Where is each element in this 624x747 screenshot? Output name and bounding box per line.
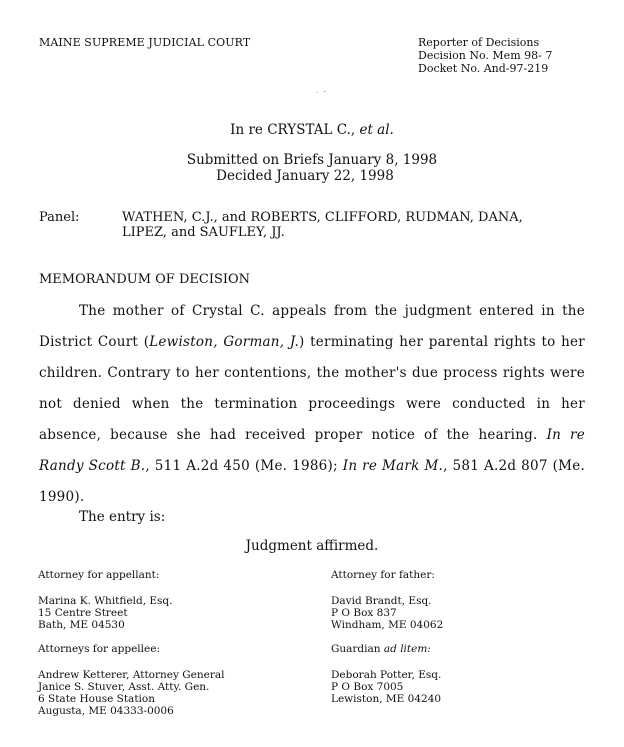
- attorney-name: Marina K. Whitfield, Esq.: [38, 595, 173, 607]
- reporter-info: [418, 36, 552, 75]
- docket-number: Docket No. And-97-219: [418, 62, 549, 75]
- attorney-name: David Brandt, Esq.: [331, 595, 432, 607]
- appellee-counsel: [38, 643, 308, 717]
- address-line: Augusta, ME 04333-0006: [38, 705, 174, 717]
- case-title: [0, 122, 624, 138]
- decision-number: Decision No. Mem 98- 7: [418, 49, 553, 62]
- memorandum-body: [39, 296, 585, 513]
- reporter-line: Reporter of Decisions: [418, 36, 540, 49]
- counsel-right-column: [331, 569, 581, 717]
- counsel-heading: [331, 643, 581, 655]
- address-line: 15 Centre Street: [38, 607, 128, 619]
- counsel-heading: Attorney for appellant:: [38, 569, 160, 581]
- attorney-name: Janice S. Stuver, Asst. Atty. Gen.: [38, 681, 210, 693]
- court-location: Lewiston, Gorman, J.: [149, 334, 300, 350]
- citation-case-2: In re Mark M.: [342, 458, 444, 474]
- panel-label: Panel:: [39, 210, 80, 225]
- panel-line: LIPEZ, and SAUFLEY, JJ.: [122, 225, 285, 240]
- guardian-counsel: [331, 643, 581, 705]
- address-line: Windham, ME 04062: [331, 619, 444, 631]
- body-text-1: The mother of Crystal C. appeals from the judgment entered in the District Court (: [39, 303, 585, 350]
- address-line: P O Box 7005: [331, 681, 404, 693]
- panel-line: WATHEN, C.J., and ROBERTS, CLIFFORD, RUDMAN, DANA,: [122, 210, 523, 225]
- appellant-counsel: [38, 569, 308, 631]
- decided-date: Decided January 22, 1998: [216, 168, 394, 184]
- address-line: Bath, ME 04530: [38, 619, 125, 631]
- citation-ref-2: , 581 A.2d 807 (Me. 1990).: [39, 458, 585, 505]
- body-text-2: ) terminating her parental rights to her children. Contrary to her contentions, the mother's due process rights were not denied when the termination proceedings were conducted in her absence, because she had received proper notice of the hearing.: [39, 334, 585, 443]
- guardian-label: Guardian: [331, 643, 384, 655]
- counsel-left-column: [38, 569, 308, 729]
- citation-case-1: In re Randy Scott B.: [39, 427, 586, 474]
- attorney-name: Andrew Ketterer, Attorney General: [38, 669, 225, 681]
- scan-artifact: . -: [316, 88, 328, 95]
- panel-justices: [122, 210, 523, 240]
- memorandum-heading: MEMORANDUM OF DECISION: [39, 272, 251, 287]
- attorney-name: Deborah Potter, Esq.: [331, 669, 442, 681]
- case-dates: [0, 152, 624, 184]
- entry-label: The entry is:: [79, 509, 166, 525]
- case-title-main: In re CRYSTAL C.,: [230, 122, 360, 138]
- father-counsel: [331, 569, 581, 631]
- ad-litem-label: ad litem:: [383, 643, 431, 655]
- court-name: MAINE SUPREME JUDICIAL COURT: [39, 36, 251, 49]
- citation-ref-1: , 511 A.2d 450 (Me. 1986);: [145, 458, 343, 474]
- case-title-et-al: et al.: [359, 122, 394, 138]
- address-line: Lewiston, ME 04240: [331, 693, 442, 705]
- judgment: Judgment affirmed.: [245, 538, 379, 554]
- counsel-heading: Attorneys for appellee:: [38, 643, 160, 655]
- counsel-heading: Attorney for father:: [331, 569, 435, 581]
- address-line: 6 State House Station: [38, 693, 155, 705]
- submitted-date: Submitted on Briefs January 8, 1998: [186, 152, 438, 168]
- address-line: P O Box 837: [331, 607, 397, 619]
